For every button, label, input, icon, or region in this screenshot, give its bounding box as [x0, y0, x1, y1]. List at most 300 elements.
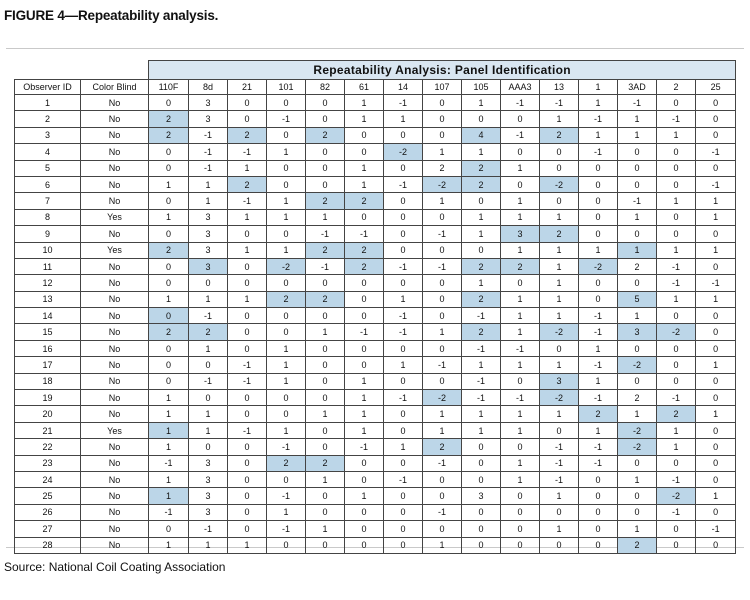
- value-cell: 1: [149, 406, 189, 422]
- value-cell: 1: [501, 422, 540, 438]
- value-cell: 0: [384, 537, 423, 553]
- value-cell: 1: [384, 291, 423, 307]
- observer-id-cell: 25: [15, 488, 81, 504]
- value-cell: 1: [501, 193, 540, 209]
- value-cell: 1: [267, 144, 306, 160]
- value-cell: -1: [384, 258, 423, 274]
- value-cell: 0: [696, 324, 736, 340]
- column-header: Observer ID: [15, 80, 81, 95]
- value-cell: 1: [267, 357, 306, 373]
- table-row: [15, 308, 736, 324]
- value-cell: 1: [657, 193, 696, 209]
- value-cell: 0: [228, 521, 267, 537]
- value-cell: 1: [384, 111, 423, 127]
- value-cell: 1: [189, 291, 228, 307]
- value-cell: 0: [696, 160, 736, 176]
- value-cell: 1: [540, 275, 579, 291]
- value-cell: 0: [384, 193, 423, 209]
- value-cell: 0: [618, 488, 657, 504]
- value-cell: -1: [267, 488, 306, 504]
- value-cell: -1: [384, 390, 423, 406]
- value-cell: -1: [579, 439, 618, 455]
- value-cell: 0: [384, 127, 423, 143]
- value-cell: 0: [345, 471, 384, 487]
- value-cell: 2: [228, 176, 267, 192]
- color-blind-cell: No: [81, 340, 149, 356]
- value-cell: -1: [579, 111, 618, 127]
- observer-id-cell: 19: [15, 390, 81, 406]
- value-cell: -1: [579, 357, 618, 373]
- value-cell: 1: [618, 406, 657, 422]
- value-cell: 0: [540, 422, 579, 438]
- value-cell: 0: [540, 340, 579, 356]
- value-cell: 1: [228, 160, 267, 176]
- value-cell: 0: [501, 504, 540, 520]
- color-blind-cell: No: [81, 308, 149, 324]
- value-cell: 3: [189, 242, 228, 258]
- value-cell: 0: [384, 242, 423, 258]
- value-cell: 2: [306, 193, 345, 209]
- value-cell: 0: [384, 488, 423, 504]
- value-cell: 2: [149, 324, 189, 340]
- value-cell: 1: [540, 357, 579, 373]
- table-row: [15, 242, 736, 258]
- value-cell: 0: [618, 373, 657, 389]
- observer-id-cell: 21: [15, 422, 81, 438]
- value-cell: 0: [423, 242, 462, 258]
- table-row: [15, 127, 736, 143]
- column-header: 14: [384, 80, 423, 95]
- observer-id-cell: 27: [15, 521, 81, 537]
- table-row: [15, 471, 736, 487]
- value-cell: 0: [423, 340, 462, 356]
- value-cell: 0: [345, 291, 384, 307]
- value-cell: 0: [345, 275, 384, 291]
- color-blind-cell: No: [81, 95, 149, 111]
- value-cell: 2: [462, 176, 501, 192]
- value-cell: 1: [462, 357, 501, 373]
- value-cell: 1: [306, 521, 345, 537]
- value-cell: 1: [618, 111, 657, 127]
- value-cell: -2: [540, 390, 579, 406]
- table-row: [15, 406, 736, 422]
- value-cell: 2: [423, 160, 462, 176]
- value-cell: 3: [618, 324, 657, 340]
- value-cell: 0: [384, 209, 423, 225]
- value-cell: 1: [462, 226, 501, 242]
- value-cell: 0: [306, 275, 345, 291]
- value-cell: 0: [423, 95, 462, 111]
- value-cell: -1: [501, 340, 540, 356]
- value-cell: 0: [579, 275, 618, 291]
- value-cell: 1: [462, 406, 501, 422]
- value-cell: 0: [462, 537, 501, 553]
- table-row: [15, 488, 736, 504]
- value-cell: 0: [384, 521, 423, 537]
- value-cell: 0: [306, 144, 345, 160]
- value-cell: -1: [189, 144, 228, 160]
- value-cell: 0: [306, 390, 345, 406]
- table-row: [15, 291, 736, 307]
- value-cell: -1: [384, 471, 423, 487]
- value-cell: 2: [267, 455, 306, 471]
- value-cell: 3: [189, 95, 228, 111]
- value-cell: -1: [540, 471, 579, 487]
- value-cell: -1: [618, 193, 657, 209]
- value-cell: 1: [149, 471, 189, 487]
- value-cell: 2: [345, 193, 384, 209]
- value-cell: 2: [618, 537, 657, 553]
- value-cell: 1: [501, 455, 540, 471]
- value-cell: 0: [149, 95, 189, 111]
- value-cell: 1: [579, 340, 618, 356]
- value-cell: 1: [501, 209, 540, 225]
- value-cell: 0: [696, 390, 736, 406]
- value-cell: 0: [149, 144, 189, 160]
- table-row: [15, 455, 736, 471]
- observer-id-cell: 20: [15, 406, 81, 422]
- value-cell: 2: [462, 324, 501, 340]
- table-row: [15, 390, 736, 406]
- column-header: 3AD: [618, 80, 657, 95]
- value-cell: 1: [228, 537, 267, 553]
- value-cell: 1: [345, 176, 384, 192]
- value-cell: 0: [228, 111, 267, 127]
- value-cell: 0: [696, 504, 736, 520]
- value-cell: 1: [696, 406, 736, 422]
- value-cell: 1: [540, 258, 579, 274]
- column-header: AAA3: [501, 80, 540, 95]
- value-cell: 0: [501, 537, 540, 553]
- value-cell: 1: [618, 308, 657, 324]
- value-cell: -2: [618, 439, 657, 455]
- value-cell: -1: [267, 521, 306, 537]
- value-cell: 0: [501, 176, 540, 192]
- value-cell: 3: [189, 471, 228, 487]
- value-cell: -1: [149, 504, 189, 520]
- value-cell: 1: [696, 291, 736, 307]
- value-cell: 1: [267, 209, 306, 225]
- observer-id-cell: 15: [15, 324, 81, 340]
- column-header: 107: [423, 80, 462, 95]
- value-cell: 1: [423, 144, 462, 160]
- value-cell: 1: [423, 324, 462, 340]
- value-cell: 0: [228, 488, 267, 504]
- value-cell: 0: [657, 373, 696, 389]
- value-cell: 1: [540, 111, 579, 127]
- value-cell: 0: [228, 406, 267, 422]
- value-cell: 1: [149, 209, 189, 225]
- repeatability-table: [14, 60, 736, 554]
- color-blind-cell: No: [81, 160, 149, 176]
- value-cell: 1: [189, 176, 228, 192]
- value-cell: 0: [579, 209, 618, 225]
- value-cell: 1: [462, 95, 501, 111]
- value-cell: 0: [345, 308, 384, 324]
- value-cell: 0: [306, 537, 345, 553]
- table-row: [15, 373, 736, 389]
- value-cell: 1: [149, 390, 189, 406]
- table-row: [15, 95, 736, 111]
- color-blind-cell: No: [81, 193, 149, 209]
- value-cell: 0: [306, 357, 345, 373]
- value-cell: 1: [501, 471, 540, 487]
- value-cell: 0: [540, 160, 579, 176]
- value-cell: -2: [540, 324, 579, 340]
- observer-id-cell: 3: [15, 127, 81, 143]
- value-cell: -1: [228, 357, 267, 373]
- column-header: 110F: [149, 80, 189, 95]
- value-cell: 1: [696, 357, 736, 373]
- value-cell: -1: [540, 455, 579, 471]
- value-cell: 0: [345, 340, 384, 356]
- value-cell: 1: [618, 127, 657, 143]
- value-cell: 0: [696, 226, 736, 242]
- value-cell: 0: [228, 390, 267, 406]
- value-cell: -1: [501, 95, 540, 111]
- value-cell: 0: [696, 537, 736, 553]
- value-cell: 0: [384, 226, 423, 242]
- value-cell: 0: [423, 471, 462, 487]
- value-cell: 0: [579, 160, 618, 176]
- column-header: 105: [462, 80, 501, 95]
- table-row: [15, 340, 736, 356]
- value-cell: 1: [149, 291, 189, 307]
- value-cell: 1: [306, 406, 345, 422]
- value-cell: -1: [579, 308, 618, 324]
- observer-id-cell: 9: [15, 226, 81, 242]
- column-header: Color Blind: [81, 80, 149, 95]
- value-cell: -1: [345, 324, 384, 340]
- value-cell: -2: [423, 390, 462, 406]
- value-cell: 0: [267, 390, 306, 406]
- value-cell: 2: [306, 242, 345, 258]
- value-cell: 0: [657, 308, 696, 324]
- value-cell: 0: [618, 340, 657, 356]
- observer-id-cell: 11: [15, 258, 81, 274]
- value-cell: 1: [501, 324, 540, 340]
- value-cell: -1: [579, 390, 618, 406]
- value-cell: 0: [657, 144, 696, 160]
- value-cell: 0: [501, 488, 540, 504]
- value-cell: 1: [540, 209, 579, 225]
- value-cell: 0: [423, 127, 462, 143]
- observer-id-cell: 18: [15, 373, 81, 389]
- value-cell: 0: [384, 373, 423, 389]
- value-cell: 0: [462, 242, 501, 258]
- value-cell: 0: [267, 537, 306, 553]
- value-cell: 1: [267, 242, 306, 258]
- color-blind-cell: No: [81, 176, 149, 192]
- color-blind-cell: No: [81, 471, 149, 487]
- value-cell: 1: [462, 144, 501, 160]
- value-cell: 0: [462, 111, 501, 127]
- value-cell: -2: [657, 488, 696, 504]
- value-cell: 0: [345, 144, 384, 160]
- color-blind-cell: No: [81, 226, 149, 242]
- observer-id-cell: 23: [15, 455, 81, 471]
- value-cell: 1: [657, 242, 696, 258]
- value-cell: 0: [696, 111, 736, 127]
- value-cell: -1: [306, 258, 345, 274]
- observer-id-cell: 28: [15, 537, 81, 553]
- value-cell: 3: [189, 504, 228, 520]
- value-cell: -1: [189, 127, 228, 143]
- value-cell: 2: [423, 439, 462, 455]
- color-blind-cell: No: [81, 390, 149, 406]
- value-cell: 0: [657, 357, 696, 373]
- value-cell: 0: [696, 308, 736, 324]
- value-cell: 0: [696, 455, 736, 471]
- value-cell: 1: [501, 242, 540, 258]
- column-header: 25: [696, 80, 736, 95]
- value-cell: 0: [228, 226, 267, 242]
- value-cell: 0: [267, 127, 306, 143]
- observer-id-cell: 2: [15, 111, 81, 127]
- value-cell: 2: [618, 390, 657, 406]
- column-header: 13: [540, 80, 579, 95]
- value-cell: 1: [149, 537, 189, 553]
- value-cell: 2: [267, 291, 306, 307]
- value-cell: 0: [267, 324, 306, 340]
- value-cell: -1: [579, 324, 618, 340]
- value-cell: -1: [579, 455, 618, 471]
- value-cell: 0: [462, 471, 501, 487]
- observer-id-cell: 8: [15, 209, 81, 225]
- color-blind-cell: No: [81, 111, 149, 127]
- value-cell: -1: [384, 324, 423, 340]
- value-cell: 0: [657, 209, 696, 225]
- value-cell: 1: [345, 422, 384, 438]
- value-cell: -1: [462, 373, 501, 389]
- value-cell: 0: [267, 308, 306, 324]
- value-cell: 0: [618, 455, 657, 471]
- table-row: [15, 504, 736, 520]
- value-cell: 2: [462, 291, 501, 307]
- value-cell: -1: [228, 144, 267, 160]
- value-cell: 0: [149, 226, 189, 242]
- value-cell: 0: [384, 340, 423, 356]
- value-cell: 1: [540, 308, 579, 324]
- value-cell: -1: [267, 111, 306, 127]
- value-cell: 1: [228, 291, 267, 307]
- value-cell: 3: [540, 373, 579, 389]
- value-cell: 1: [149, 439, 189, 455]
- value-cell: 0: [189, 275, 228, 291]
- value-cell: 1: [579, 373, 618, 389]
- value-cell: 1: [306, 209, 345, 225]
- value-cell: -1: [462, 308, 501, 324]
- observer-id-cell: 6: [15, 176, 81, 192]
- value-cell: 1: [618, 471, 657, 487]
- value-cell: 1: [540, 488, 579, 504]
- observer-id-cell: 13: [15, 291, 81, 307]
- value-cell: 0: [462, 504, 501, 520]
- value-cell: 0: [618, 160, 657, 176]
- value-cell: 0: [384, 406, 423, 422]
- value-cell: 0: [423, 373, 462, 389]
- observer-id-cell: 5: [15, 160, 81, 176]
- value-cell: -1: [618, 95, 657, 111]
- value-cell: 0: [267, 275, 306, 291]
- color-blind-cell: No: [81, 406, 149, 422]
- value-cell: 1: [345, 95, 384, 111]
- value-cell: 1: [267, 193, 306, 209]
- value-cell: -1: [228, 193, 267, 209]
- value-cell: 0: [306, 176, 345, 192]
- value-cell: -1: [345, 226, 384, 242]
- value-cell: 2: [345, 258, 384, 274]
- value-cell: 1: [267, 373, 306, 389]
- value-cell: 2: [540, 127, 579, 143]
- value-cell: 0: [462, 439, 501, 455]
- value-cell: 1: [540, 406, 579, 422]
- observer-id-cell: 10: [15, 242, 81, 258]
- value-cell: 0: [696, 95, 736, 111]
- value-cell: -1: [423, 504, 462, 520]
- color-blind-cell: No: [81, 488, 149, 504]
- value-cell: 1: [149, 488, 189, 504]
- value-cell: 0: [149, 275, 189, 291]
- table-row: [15, 144, 736, 160]
- value-cell: 0: [267, 406, 306, 422]
- value-cell: 2: [345, 242, 384, 258]
- value-cell: 0: [384, 455, 423, 471]
- value-cell: 0: [618, 504, 657, 520]
- color-blind-cell: No: [81, 127, 149, 143]
- value-cell: -2: [618, 357, 657, 373]
- observer-id-cell: 7: [15, 193, 81, 209]
- value-cell: 0: [384, 160, 423, 176]
- table-row: [15, 226, 736, 242]
- value-cell: 0: [149, 357, 189, 373]
- value-cell: 1: [657, 127, 696, 143]
- value-cell: 1: [696, 209, 736, 225]
- value-cell: 0: [501, 144, 540, 160]
- value-cell: 2: [306, 291, 345, 307]
- value-cell: 1: [345, 406, 384, 422]
- value-cell: -1: [462, 340, 501, 356]
- value-cell: 1: [462, 275, 501, 291]
- value-cell: 3: [189, 455, 228, 471]
- observer-id-cell: 1: [15, 95, 81, 111]
- color-blind-cell: No: [81, 258, 149, 274]
- value-cell: -1: [423, 226, 462, 242]
- color-blind-cell: No: [81, 439, 149, 455]
- value-cell: 0: [579, 193, 618, 209]
- color-blind-cell: Yes: [81, 242, 149, 258]
- value-cell: 1: [501, 406, 540, 422]
- value-cell: 1: [345, 488, 384, 504]
- value-cell: 0: [462, 521, 501, 537]
- table-row: [15, 209, 736, 225]
- value-cell: 0: [696, 439, 736, 455]
- column-header: 101: [267, 80, 306, 95]
- observer-id-cell: 24: [15, 471, 81, 487]
- value-cell: 0: [462, 455, 501, 471]
- value-cell: 0: [579, 291, 618, 307]
- value-cell: -1: [345, 439, 384, 455]
- value-cell: 0: [345, 209, 384, 225]
- value-cell: 0: [306, 160, 345, 176]
- value-cell: 0: [657, 537, 696, 553]
- value-cell: 0: [189, 390, 228, 406]
- value-cell: 0: [149, 308, 189, 324]
- value-cell: 1: [189, 193, 228, 209]
- value-cell: 1: [501, 308, 540, 324]
- column-header: 1: [579, 80, 618, 95]
- value-cell: 0: [189, 357, 228, 373]
